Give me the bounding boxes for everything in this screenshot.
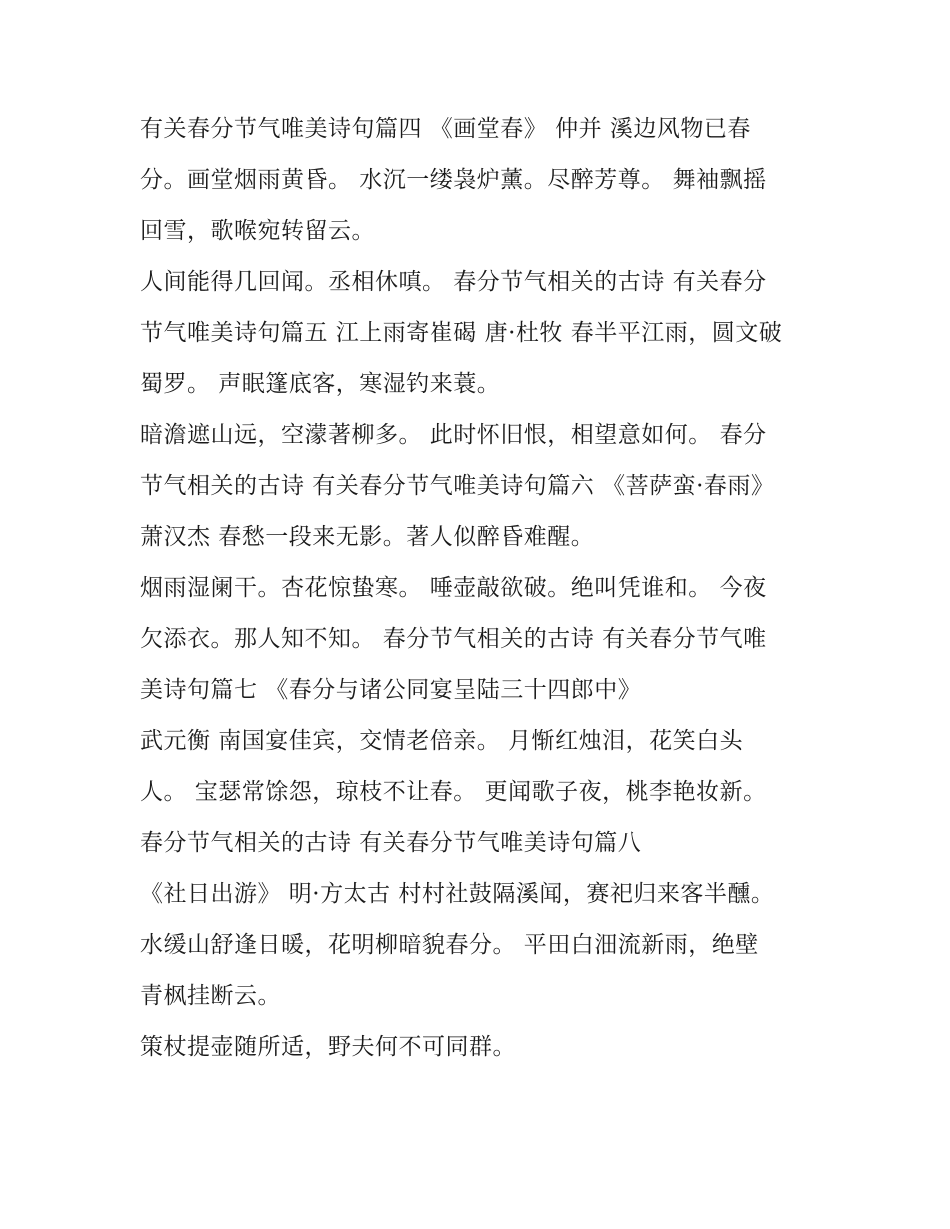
text-line: 人。 宝瑟常馀怨，琼枝不让春。 更闻歌子夜，桃李艳妆新。 bbox=[140, 779, 767, 805]
text-line: 策杖提壶随所适，野夫何不可同群。 bbox=[140, 1034, 516, 1060]
text-line: 回雪，歌喉宛转留云。 bbox=[140, 218, 375, 244]
text-line: 分。画堂烟雨黄昏。 水沉一缕袅炉薰。尽醉芳尊。 舞袖飘摇 bbox=[140, 167, 767, 193]
text-line: 水缓山舒逢日暖，花明柳暗貌春分。 平田白沺流新雨，绝壁 bbox=[140, 932, 759, 958]
text-line: 青枫挂断云。 bbox=[140, 983, 281, 1009]
text-line: 节气唯美诗句篇五 江上雨寄崔碣 唐·杜牧 春半平江雨，圆文破 bbox=[140, 320, 783, 346]
text-line: 人间能得几回闻。丞相休嗔。 春分节气相关的古诗 有关春分 bbox=[140, 269, 767, 295]
text-line: 节气相关的古诗 有关春分节气唯美诗句篇六 《菩萨蛮·春雨》 bbox=[140, 473, 775, 499]
text-line: 烟雨湿阑干。杏花惊蛰寒。 唾壶敲欲破。绝叫凭谁和。 今夜 bbox=[140, 575, 767, 601]
text-line: 美诗句篇七 《春分与诸公同宴呈陆三十四郎中》 bbox=[140, 677, 642, 703]
text-line: 欠添衣。那人知不知。 春分节气相关的古诗 有关春分节气唯 bbox=[140, 626, 767, 652]
text-line: 武元衡 南国宴佳宾，交情老倍亲。 月惭红烛泪，花笑白头 bbox=[140, 728, 744, 754]
document-body bbox=[140, 104, 820, 1073]
text-line: 萧汉杰 春愁一段来无影。著人似醉昏难醒。 bbox=[140, 524, 595, 550]
text-line: 有关春分节气唯美诗句篇四 《画堂春》 仲并 溪边风物已春 bbox=[140, 116, 751, 142]
text-line: 春分节气相关的古诗 有关春分节气唯美诗句篇八 bbox=[140, 830, 642, 856]
text-line: 暗澹遮山远，空濛著柳多。 此时怀旧恨，相望意如何。 春分 bbox=[140, 422, 767, 448]
text-line: 蜀罗。 声眠篷底客，寒湿钓来蓑。 bbox=[140, 371, 501, 397]
text-line: 《社日出游》 明·方太古 村村社鼓隔溪闻，赛祀归来客半醺。 bbox=[140, 881, 775, 907]
